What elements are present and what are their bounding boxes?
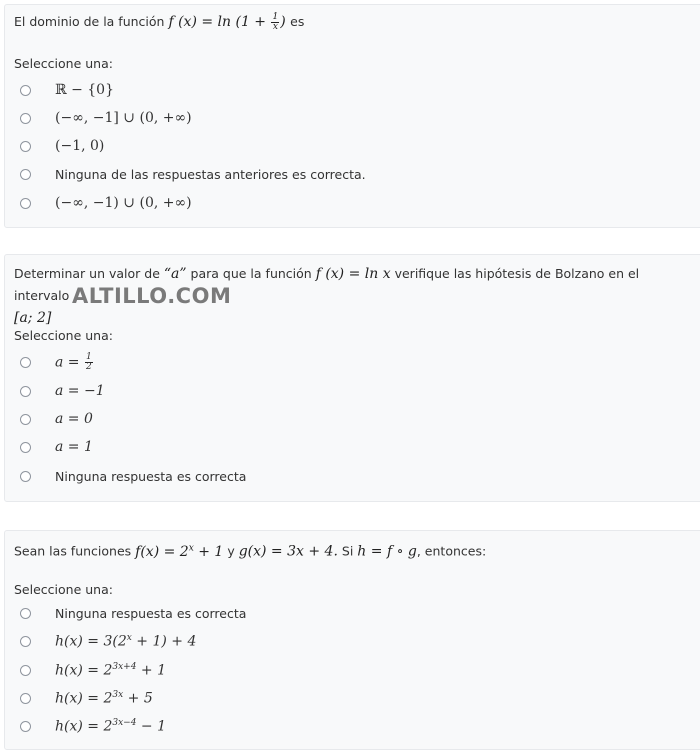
q1-option-4[interactable]: Ninguna de las respuestas anteriores es correcta.: [20, 164, 366, 184]
question-1-text: El dominio de la función f (x) = ln (1 + $\frac{1}{x}$ ) es: [14, 11, 305, 32]
q2-option-1[interactable]: a = $\frac{1}{2}$: [20, 352, 94, 372]
select-label-2: Seleccione una:: [14, 328, 113, 343]
q1-option-1[interactable]: ℝ − {0}: [20, 80, 114, 100]
radio-button[interactable]: [20, 608, 31, 619]
radio-button[interactable]: [20, 442, 31, 453]
select-label-1: Seleccione una:: [14, 56, 113, 71]
q2-option-2[interactable]: a = −1: [20, 381, 105, 401]
radio-button[interactable]: [20, 386, 31, 397]
radio-button[interactable]: [20, 113, 31, 124]
q1-option-2[interactable]: (−∞, −1] ∪ (0, +∞): [20, 108, 192, 128]
q1-option-3[interactable]: (−1, 0): [20, 136, 104, 156]
question-3-text: Sean las funciones $f(x) = 2^x + 1$ y g(x) = 3x + 4. Si h = f ∘ g, entonces:: [14, 543, 487, 560]
q3-option-1[interactable]: Ninguna respuesta es correcta: [20, 603, 246, 623]
radio-button[interactable]: [20, 414, 31, 425]
radio-button[interactable]: [20, 141, 31, 152]
radio-button[interactable]: [20, 471, 31, 482]
q1-option-5[interactable]: (−∞, −1) ∪ (0, +∞): [20, 193, 192, 213]
radio-button[interactable]: [20, 693, 31, 704]
radio-button[interactable]: [20, 169, 31, 180]
radio-button[interactable]: [20, 636, 31, 647]
watermark: ALTILLO.COM: [72, 284, 232, 308]
radio-button[interactable]: [20, 665, 31, 676]
radio-button[interactable]: [20, 357, 31, 368]
q3-option-3[interactable]: $h(x) = 2^{3x+4} + 1$: [20, 660, 166, 680]
radio-button[interactable]: [20, 85, 31, 96]
question-2-text: Determinar un valor de “a” para que la función f (x) = ln x verifique las hipótesis de Bolzano en el intervalo [a; 2]: [14, 266, 640, 326]
q3-option-2[interactable]: $h(x) = 3(2^x + 1) + 4$: [20, 631, 196, 651]
q3-option-4[interactable]: $h(x) = 2^{3x} + 5$: [20, 688, 153, 708]
q2-option-3[interactable]: a = 0: [20, 409, 93, 429]
radio-button[interactable]: [20, 198, 31, 209]
radio-button[interactable]: [20, 721, 31, 732]
q2-option-5[interactable]: Ninguna respuesta es correcta: [20, 466, 246, 486]
select-label-3: Seleccione una:: [14, 582, 113, 597]
q3-option-5[interactable]: $h(x) = 2^{3x-4} - 1$: [20, 716, 166, 736]
q2-option-4[interactable]: a = 1: [20, 437, 93, 457]
